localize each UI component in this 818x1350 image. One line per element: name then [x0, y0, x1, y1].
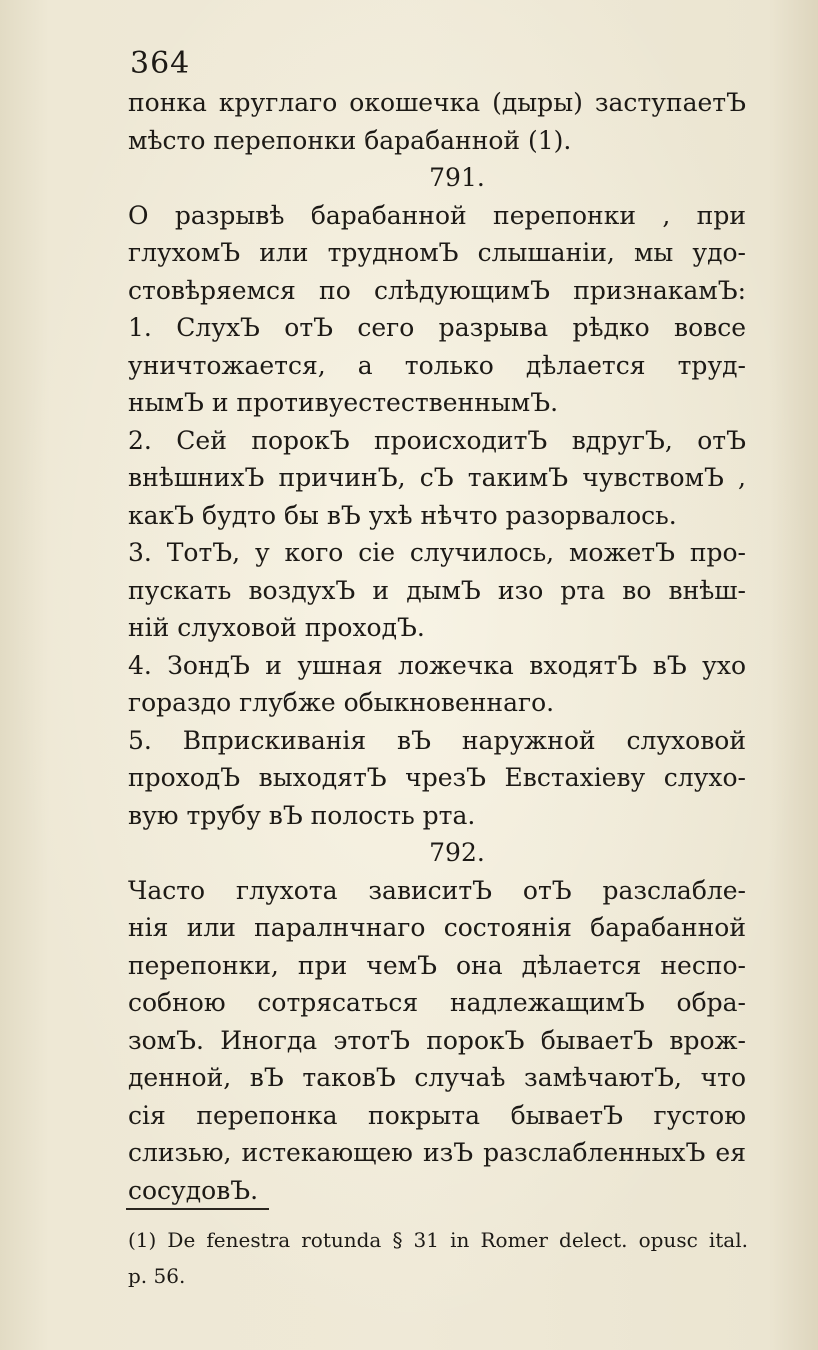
- main-text: [128, 84, 746, 1209]
- text-line: 4. ЗондЪ и ушная ложечка входятЪ вЪ ухо: [128, 650, 746, 680]
- section-number: 792.: [429, 838, 485, 867]
- text-line: пускать воздухЪ и дымЪ изо рта во внѣш-: [128, 575, 746, 605]
- text-line: перепонки, при чемЪ она дѣлается неспо-: [128, 950, 746, 980]
- page-number: 364: [130, 46, 191, 81]
- text-line: нымЪ и противуестественнымЪ.: [128, 388, 559, 417]
- text-line: глухомЪ или трудномЪ слышаніи, мы удо-: [128, 238, 746, 267]
- text-line: какЪ будто бы вЪ ухѣ нѣчто разорвалось.: [128, 500, 677, 530]
- text-line: стовѣряемся по слѣдующимЪ признакамЪ:: [128, 275, 746, 305]
- text-line: 5. Вприскиванія вЪ наружной слуховой: [128, 725, 746, 755]
- text-line: Часто глухота зависитЪ отЪ разслабле-: [128, 875, 746, 905]
- footnote-line: (1) De fenestra rotunda § 31 in Romer delect. opusc ital.: [128, 1228, 748, 1252]
- text-line: вую трубу вЪ полость рта.: [128, 800, 476, 830]
- text-line: 2. Сей порокЪ происходитЪ вдругЪ, отЪ: [128, 425, 746, 455]
- text-line: гораздо глубже обыкновеннаго.: [128, 688, 555, 717]
- text-line: денной, вЪ таковЪ случаѣ замѣчаютЪ, что: [128, 1063, 746, 1092]
- footnote: [128, 1222, 748, 1294]
- text-line: 3. ТотЪ, у кого сіе случилось, можетЪ про-: [128, 538, 746, 567]
- text-line: слизью, истекающею изЪ разслабленныхЪ ея: [128, 1138, 746, 1167]
- text-line: собною сотрясаться надлежащимЪ обра-: [128, 988, 746, 1017]
- text-line: 1. СлухЪ отЪ сего разрыва рѣдко вовсе: [128, 313, 746, 342]
- footnote-divider: [126, 1208, 269, 1210]
- text-line: зомЪ. Иногда этотЪ порокЪ бываетЪ врож-: [128, 1025, 746, 1055]
- text-line: проходЪ выходятЪ чрезЪ Евстахіеву слухо-: [128, 763, 746, 792]
- footnote-line: p. 56.: [128, 1264, 186, 1288]
- text-line: ній слуховой проходЪ.: [128, 613, 425, 642]
- section-number: 791.: [429, 163, 485, 192]
- text-line: уничтожается, а только дѣлается труд-: [128, 350, 746, 380]
- text-line: сія перепонка покрыта бываетЪ густою: [128, 1100, 746, 1130]
- text-line: нія или паралнчнаго состоянія барабанной: [128, 913, 746, 942]
- text-line: О разрывѣ барабанной перепонки , при: [128, 200, 746, 230]
- text-line: мѣсто перепонки барабанной (1).: [128, 125, 572, 155]
- text-line: понка круглаго окошечка (дыры) заступаетЪ: [128, 88, 746, 117]
- text-line: сосудовЪ.: [128, 1175, 259, 1205]
- text-line: внѣшнихЪ причинЪ, сЪ такимЪ чувствомЪ ,: [128, 463, 746, 492]
